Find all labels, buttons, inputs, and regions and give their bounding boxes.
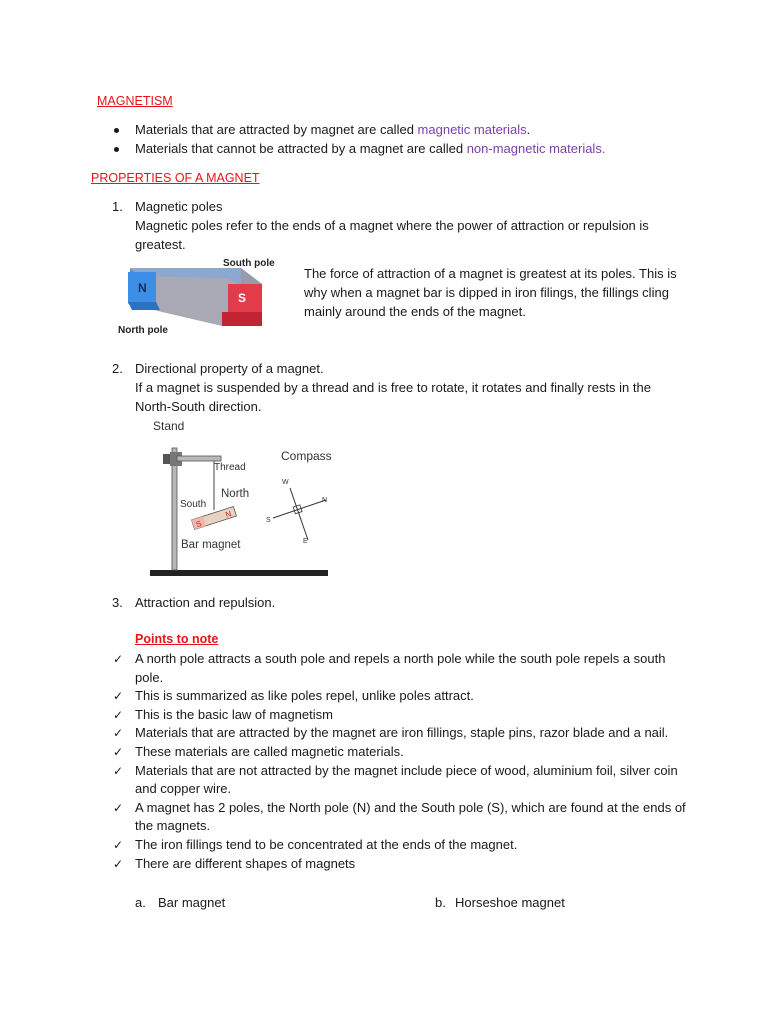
item-title: Directional property of a magnet.	[135, 361, 324, 376]
checkmark-icon: ✓	[113, 745, 124, 759]
item-body-line: Magnetic poles refer to the ends of a magnet where the power of attraction or repulsion is	[135, 218, 649, 233]
intro-bullet-text: Materials that cannot be attracted by a magnet are called	[135, 141, 467, 156]
item-body-line: North-South direction.	[135, 399, 262, 414]
note-line: The iron fillings tend to be concentrated at the ends of the magnet.	[135, 837, 518, 852]
checkmark-icon: ✓	[113, 800, 124, 815]
note-line: pole.	[135, 669, 164, 685]
stand-pole	[172, 448, 177, 570]
south-letter: S	[238, 291, 247, 305]
shape-letter-b: b.	[435, 895, 446, 910]
note-line: A north pole attracts a south pole and repels a north pole while the south pole repels a south	[135, 651, 666, 666]
magnetic-materials-term: magnetic materials	[417, 122, 527, 137]
thread-label: Thread	[214, 462, 246, 473]
bar-magnet-label: Bar magnet	[181, 539, 241, 551]
intro-bullet-end: .	[526, 122, 531, 137]
north-letter: N	[138, 281, 147, 295]
checkmark-icon: ✓	[113, 726, 124, 741]
checkmark-icon: ✓	[113, 763, 124, 778]
compass-label: Compass	[281, 449, 332, 463]
section-heading: PROPERTIES OF A MAGNET	[91, 171, 260, 185]
stand-base	[150, 570, 328, 576]
note-line: These materials are called magnetic materials.	[135, 744, 404, 759]
item-number: 2.	[112, 361, 123, 376]
note-line: and copper wire.	[135, 781, 232, 797]
page-title: MAGNETISM	[97, 94, 173, 108]
notes-heading: Points to note	[135, 632, 219, 646]
note-line: Materials that are attracted by the magnet are iron fillings, staple pins, razor blade and a nail.	[135, 725, 669, 741]
fig1-text-line: mainly around the ends of the magnet.	[304, 304, 526, 319]
item-title: Attraction and repulsion.	[135, 595, 276, 610]
fig1-text-line: why when a magnet bar is dipped in iron filings, the fillings cling	[304, 285, 669, 300]
checkmark-icon: ✓	[113, 838, 124, 852]
south-label: South	[180, 499, 207, 510]
south-end-bottom	[222, 312, 262, 326]
north-pole-label: North pole	[118, 325, 168, 336]
compass-we-line	[290, 488, 308, 540]
suspended-magnet-n-letter: N	[224, 509, 233, 520]
compass-n: N	[322, 497, 328, 504]
stand-arm	[177, 456, 221, 461]
non-magnetic-materials-term: non-magnetic materials.	[466, 141, 606, 156]
fig1-text-line: The force of attraction of a magnet is greatest at its poles. This is	[304, 266, 677, 281]
intro-bullet-1	[135, 122, 530, 137]
checkmark-icon: ✓	[113, 707, 124, 722]
suspended-magnet-s-letter: S	[194, 518, 203, 530]
item-body-line: If a magnet is suspended by a thread and is free to rotate, it rotates and finally rests in the	[135, 380, 651, 395]
checkmark-icon: ✓	[113, 856, 124, 871]
note-line: This is the basic law of magnetism	[135, 706, 333, 722]
compass-s: S	[266, 517, 271, 524]
item-body-line: greatest.	[135, 237, 186, 252]
stand-label: Stand	[153, 419, 185, 433]
item-number: 3.	[112, 595, 123, 610]
note-line: This is summarized as like poles repel, unlike poles attract.	[135, 688, 474, 704]
north-label: North	[221, 488, 250, 500]
compass-w: W	[282, 479, 289, 486]
intro-bullet-text: Materials that are attracted by magnet are called	[135, 122, 418, 137]
shape-label-a: Bar magnet	[158, 895, 226, 910]
compass-e: E	[303, 538, 308, 545]
checkmark-icon: ✓	[113, 652, 124, 666]
note-line: There are different shapes of magnets	[135, 855, 356, 871]
intro-bullet-2	[135, 141, 605, 156]
item-number: 1.	[112, 199, 123, 214]
note-line: the magnets.	[135, 818, 211, 834]
checkmark-icon: ✓	[113, 689, 124, 704]
item-title: Magnetic poles	[135, 199, 223, 214]
shape-letter-a: a.	[135, 895, 146, 910]
south-pole-label: South pole	[223, 258, 275, 269]
shape-label-b: Horseshoe magnet	[455, 895, 565, 910]
bullet-icon	[114, 128, 119, 133]
bullet-icon	[114, 147, 119, 152]
north-end-bottom	[128, 302, 160, 310]
note-line: A magnet has 2 poles, the North pole (N) and the South pole (S), which are found at the ends of	[135, 799, 686, 815]
note-line: Materials that are not attracted by the magnet include piece of wood, aluminium foil, silver coin	[135, 762, 678, 778]
